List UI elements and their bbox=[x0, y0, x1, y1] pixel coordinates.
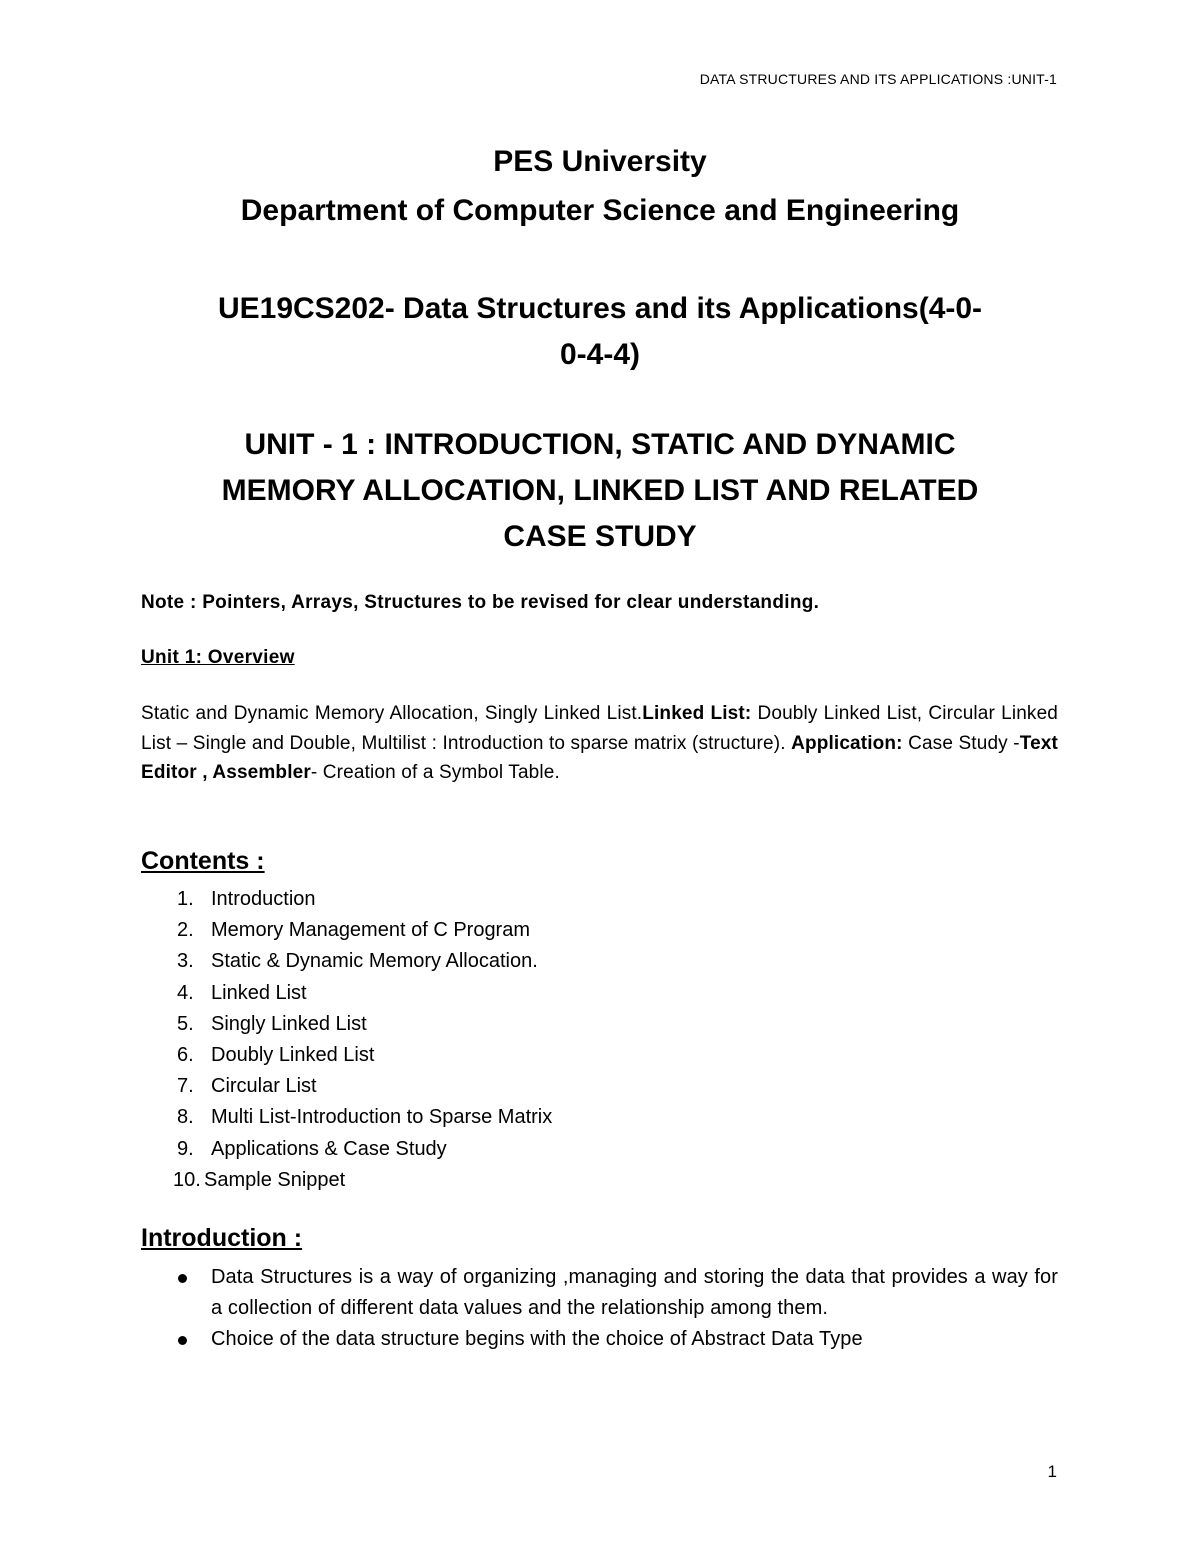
unit-title-line-3: CASE STUDY bbox=[503, 520, 697, 553]
unit-title-line-1: UNIT - 1 : INTRODUCTION, STATIC AND DYNAMIC bbox=[244, 428, 956, 461]
list-item bbox=[141, 1262, 1058, 1324]
list-item bbox=[141, 915, 1041, 946]
overview-text-1: Static and Dynamic Memory Allocation, Singly Linked List. bbox=[141, 703, 643, 724]
page-number: 1 bbox=[1047, 1462, 1057, 1481]
unit-title-line-2: MEMORY ALLOCATION, LINKED LIST AND RELATED bbox=[221, 474, 979, 507]
list-label: Multi List-Introduction to Sparse Matrix bbox=[211, 1106, 553, 1129]
contents-list bbox=[141, 884, 1041, 1196]
overview-bold-application: Application: bbox=[791, 732, 903, 754]
introduction-heading: Introduction : bbox=[141, 1224, 303, 1252]
bullet-icon bbox=[178, 1274, 187, 1283]
list-item bbox=[141, 884, 1041, 915]
bullet-icon bbox=[178, 1336, 187, 1345]
course-title-line-1: UE19CS202- Data Structures and its Applications(4-0- bbox=[217, 292, 983, 325]
list-number: 8. bbox=[177, 1106, 194, 1129]
list-number: 2. bbox=[177, 919, 194, 942]
course-title bbox=[140, 286, 1060, 378]
overview-paragraph bbox=[141, 699, 1058, 788]
list-label: Linked List bbox=[211, 981, 307, 1004]
list-label: Memory Management of C Program bbox=[211, 919, 531, 942]
overview-text-3: Case Study - bbox=[902, 732, 1020, 754]
list-item bbox=[141, 1102, 1041, 1133]
overview-bold-linked-list: Linked List: bbox=[642, 703, 752, 724]
list-item bbox=[141, 1324, 1058, 1355]
overview-bold-case-study: Text Editor , Assembler bbox=[141, 732, 1058, 783]
list-label: Doubly Linked List bbox=[211, 1043, 375, 1066]
list-item bbox=[141, 1009, 1041, 1040]
university-title: PES University bbox=[493, 145, 707, 178]
list-label: Sample Snippet bbox=[204, 1168, 346, 1191]
revision-note: Note : Pointers, Arrays, Structures to be revised for clear understanding. bbox=[141, 592, 820, 613]
list-label: Singly Linked List bbox=[211, 1012, 367, 1035]
list-number: 3. bbox=[177, 950, 194, 973]
list-label: Applications & Case Study bbox=[211, 1137, 447, 1160]
unit-title bbox=[140, 422, 1060, 560]
list-item bbox=[141, 1040, 1041, 1071]
list-number: 10. bbox=[173, 1168, 201, 1191]
overview-text-2: Doubly Linked List, Circular Linked List – Single and Double, Multilist : Introduction to sparse matrix (structure). bbox=[141, 703, 1059, 754]
list-number: 1. bbox=[177, 888, 194, 910]
list-number: 7. bbox=[177, 1075, 194, 1098]
list-item bbox=[141, 978, 1041, 1009]
bullet-text: Choice of the data structure begins with the choice of Abstract Data Type bbox=[211, 1328, 863, 1350]
list-item bbox=[141, 1134, 1041, 1165]
bullet-text: Data Structures is a way of organizing ,managing and storing the data that provides a way for a collection of different data values and the relationship among them. bbox=[211, 1266, 1058, 1319]
list-label: Introduction bbox=[211, 888, 316, 910]
list-number: 6. bbox=[177, 1043, 194, 1066]
introduction-list bbox=[141, 1262, 1058, 1355]
list-item bbox=[141, 946, 1041, 977]
list-label: Static & Dynamic Memory Allocation. bbox=[211, 950, 538, 973]
list-number: 9. bbox=[177, 1137, 194, 1160]
contents-heading: Contents : bbox=[141, 847, 265, 875]
list-label: Circular List bbox=[211, 1075, 317, 1098]
list-item bbox=[141, 1071, 1041, 1102]
list-number: 5. bbox=[177, 1012, 194, 1035]
list-number: 4. bbox=[177, 981, 194, 1004]
running-header: DATA STRUCTURES AND ITS APPLICATIONS :UNIT-1 bbox=[699, 71, 1057, 87]
list-item bbox=[141, 1165, 1041, 1196]
department-title: Department of Computer Science and Engineering bbox=[240, 194, 960, 227]
overview-heading: Unit 1: Overview bbox=[141, 647, 295, 668]
course-title-line-2: 0-4-4) bbox=[559, 338, 641, 371]
overview-text-4: - Creation of a Symbol Table. bbox=[310, 762, 560, 783]
